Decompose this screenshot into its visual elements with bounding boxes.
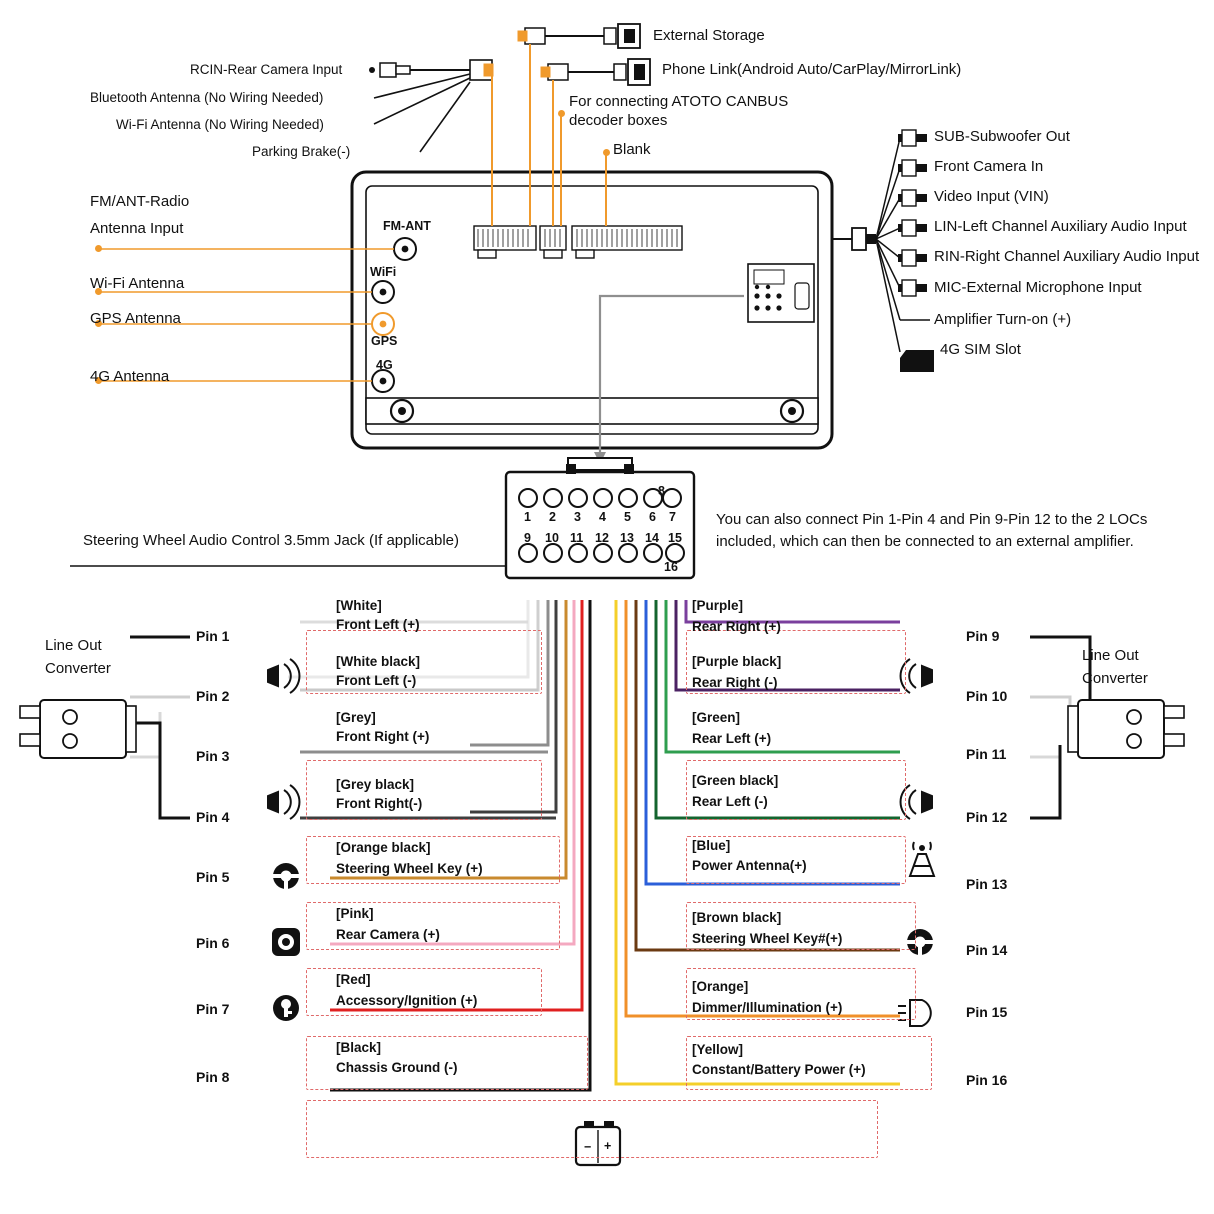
loc-left-line1: Line Out: [45, 637, 102, 654]
wire-func-8: Chassis Ground (-): [336, 1060, 458, 1075]
connector-pin-2: 2: [549, 510, 556, 524]
label-wifi-antenna-no-wiring: Wi-Fi Antenna (No Wiring Needed): [116, 117, 324, 132]
wire-func-5: Steering Wheel Key (+): [336, 861, 483, 876]
label-rin: RIN-Right Channel Auxiliary Audio Input: [934, 248, 1200, 265]
lead-dot: [603, 149, 610, 156]
label-fm-ant-line1: FM/ANT-Radio: [90, 193, 190, 210]
label-video-input: Video Input (VIN): [934, 188, 1049, 205]
connector-pin-11: 11: [570, 531, 584, 545]
wire-color-16: [Yellow]: [692, 1042, 744, 1057]
pin-label-14: Pin 14: [966, 942, 1008, 958]
label-external-storage: External Storage: [653, 27, 765, 44]
label-wifi-antenna: Wi-Fi Antenna: [90, 275, 185, 292]
label-blank: Blank: [613, 141, 651, 158]
label-mic: MIC-External Microphone Input: [934, 279, 1142, 296]
wire-color-2: [White black]: [336, 654, 421, 669]
wire-color-8: [Black]: [336, 1040, 382, 1055]
connector-pin-1: 1: [524, 510, 531, 524]
port-label-wifi: WiFi: [370, 265, 397, 279]
label-phone-link: Phone Link(Android Auto/CarPlay/MirrorLink): [662, 61, 962, 78]
label-canbus-line1: For connecting ATOTO CANBUS: [569, 93, 789, 110]
wire-func-15: Dimmer/Illumination (+): [692, 1000, 843, 1015]
label-front-camera-in: Front Camera In: [934, 158, 1044, 175]
wire-func-16: Constant/Battery Power (+): [692, 1062, 866, 1077]
label-loc-note-1: You can also connect Pin 1-Pin 4 and Pin 9-Pin 12 to the 2 LOCs: [716, 511, 1148, 528]
pin-label-3: Pin 3: [196, 748, 230, 764]
connector-pin-14: 14: [645, 531, 659, 545]
connector-pin-8: 8: [658, 484, 665, 498]
port-label-4g: 4G: [376, 358, 393, 372]
lead-dot: [558, 110, 565, 117]
pin-label-4: Pin 4: [196, 809, 230, 825]
label-lin: LIN-Left Channel Auxiliary Audio Input: [934, 218, 1187, 235]
wire-color-14: [Brown black]: [692, 910, 782, 925]
wire-func-14: Steering Wheel Key#(+): [692, 931, 843, 946]
pin-label-15: Pin 15: [966, 1004, 1008, 1020]
label-loc-note-2: included, which can then be connected to an external amplifier.: [716, 533, 1134, 550]
battery-loop-box: [306, 1100, 878, 1158]
connector-pin-12: 12: [595, 531, 609, 545]
pin-label-5: Pin 5: [196, 869, 230, 885]
wire-color-4: [Grey black]: [336, 777, 415, 792]
label-steering-jack: Steering Wheel Audio Control 3.5mm Jack (If applicable): [83, 532, 460, 549]
wire-color-3: [Grey]: [336, 710, 376, 725]
label-gps-antenna: GPS Antenna: [90, 310, 181, 327]
pin-label-13: Pin 13: [966, 876, 1008, 892]
wire-func-10: Rear Right (-): [692, 675, 778, 690]
connector-pin-4: 4: [599, 510, 606, 524]
pin-label-12: Pin 12: [966, 809, 1008, 825]
wire-color-13: [Blue]: [692, 838, 731, 853]
connector-pin-13: 13: [620, 531, 634, 545]
wire-color-15: [Orange]: [692, 979, 749, 994]
label-4g-antenna: 4G Antenna: [90, 368, 170, 385]
port-label-gps: GPS: [371, 334, 398, 348]
wire-color-1: [White]: [336, 598, 382, 613]
wire-func-11: Rear Left (+): [692, 731, 772, 746]
wire-color-7: [Red]: [336, 972, 371, 987]
wire-func-9: Rear Right (+): [692, 619, 781, 634]
loc-right-line1: Line Out: [1082, 647, 1139, 664]
wire-func-1: Front Left (+): [336, 617, 420, 632]
battery-plus: +: [604, 1139, 612, 1153]
wire-color-12: [Green black]: [692, 773, 779, 788]
wire-color-5: [Orange black]: [336, 840, 431, 855]
wire-color-11: [Green]: [692, 710, 741, 725]
connector-pin-9: 9: [524, 531, 531, 545]
port-label-fm-ant: FM-ANT: [383, 219, 431, 233]
label-bluetooth-antenna: Bluetooth Antenna (No Wiring Needed): [90, 90, 324, 105]
pin-label-16: Pin 16: [966, 1072, 1008, 1088]
label-fm-ant-line2: Antenna Input: [90, 220, 184, 237]
pin-label-9: Pin 9: [966, 628, 1000, 644]
connector-pin-16: 16: [664, 560, 678, 574]
wire-func-13: Power Antenna(+): [692, 858, 807, 873]
wire-color-9: [Purple]: [692, 598, 744, 613]
battery-minus: −: [584, 1140, 592, 1154]
pin-label-6: Pin 6: [196, 935, 230, 951]
wire-func-4: Front Right(-): [336, 796, 423, 811]
loc-left-line2: Converter: [45, 660, 111, 677]
loc-right-line2: Converter: [1082, 670, 1148, 687]
wire-color-6: [Pink]: [336, 906, 374, 921]
label-sub-out: SUB-Subwoofer Out: [934, 128, 1070, 145]
connector-pin-6: 6: [649, 510, 656, 524]
wire-func-3: Front Right (+): [336, 729, 430, 744]
wire-func-7: Accessory/Ignition (+): [336, 993, 478, 1008]
label-amp-turn-on: Amplifier Turn-on (+): [934, 311, 1072, 328]
label-canbus-line2: decoder boxes: [569, 112, 668, 129]
connector-pin-3: 3: [574, 510, 581, 524]
pin-label-8: Pin 8: [196, 1069, 230, 1085]
connector-pin-10: 10: [545, 531, 559, 545]
pin-label-11: Pin 11: [966, 746, 1007, 762]
label-4g-sim-slot: 4G SIM Slot: [940, 341, 1021, 358]
label-rcin: RCIN-Rear Camera Input: [190, 62, 343, 77]
pin-label-1: Pin 1: [196, 628, 230, 644]
connector-pin-15: 15: [668, 531, 682, 545]
label-parking-brake: Parking Brake(-): [252, 144, 351, 159]
wire-func-2: Front Left (-): [336, 673, 417, 688]
wire-box: [686, 760, 906, 820]
wire-func-12: Rear Left (-): [692, 794, 768, 809]
pin-label-7: Pin 7: [196, 1001, 230, 1017]
pin-label-2: Pin 2: [196, 688, 230, 704]
pin-label-10: Pin 10: [966, 688, 1008, 704]
connector-pin-5: 5: [624, 510, 631, 524]
wire-color-10: [Purple black]: [692, 654, 782, 669]
lead-dot: [95, 245, 102, 252]
connector-pin-7: 7: [669, 510, 676, 524]
wire-func-6: Rear Camera (+): [336, 927, 440, 942]
